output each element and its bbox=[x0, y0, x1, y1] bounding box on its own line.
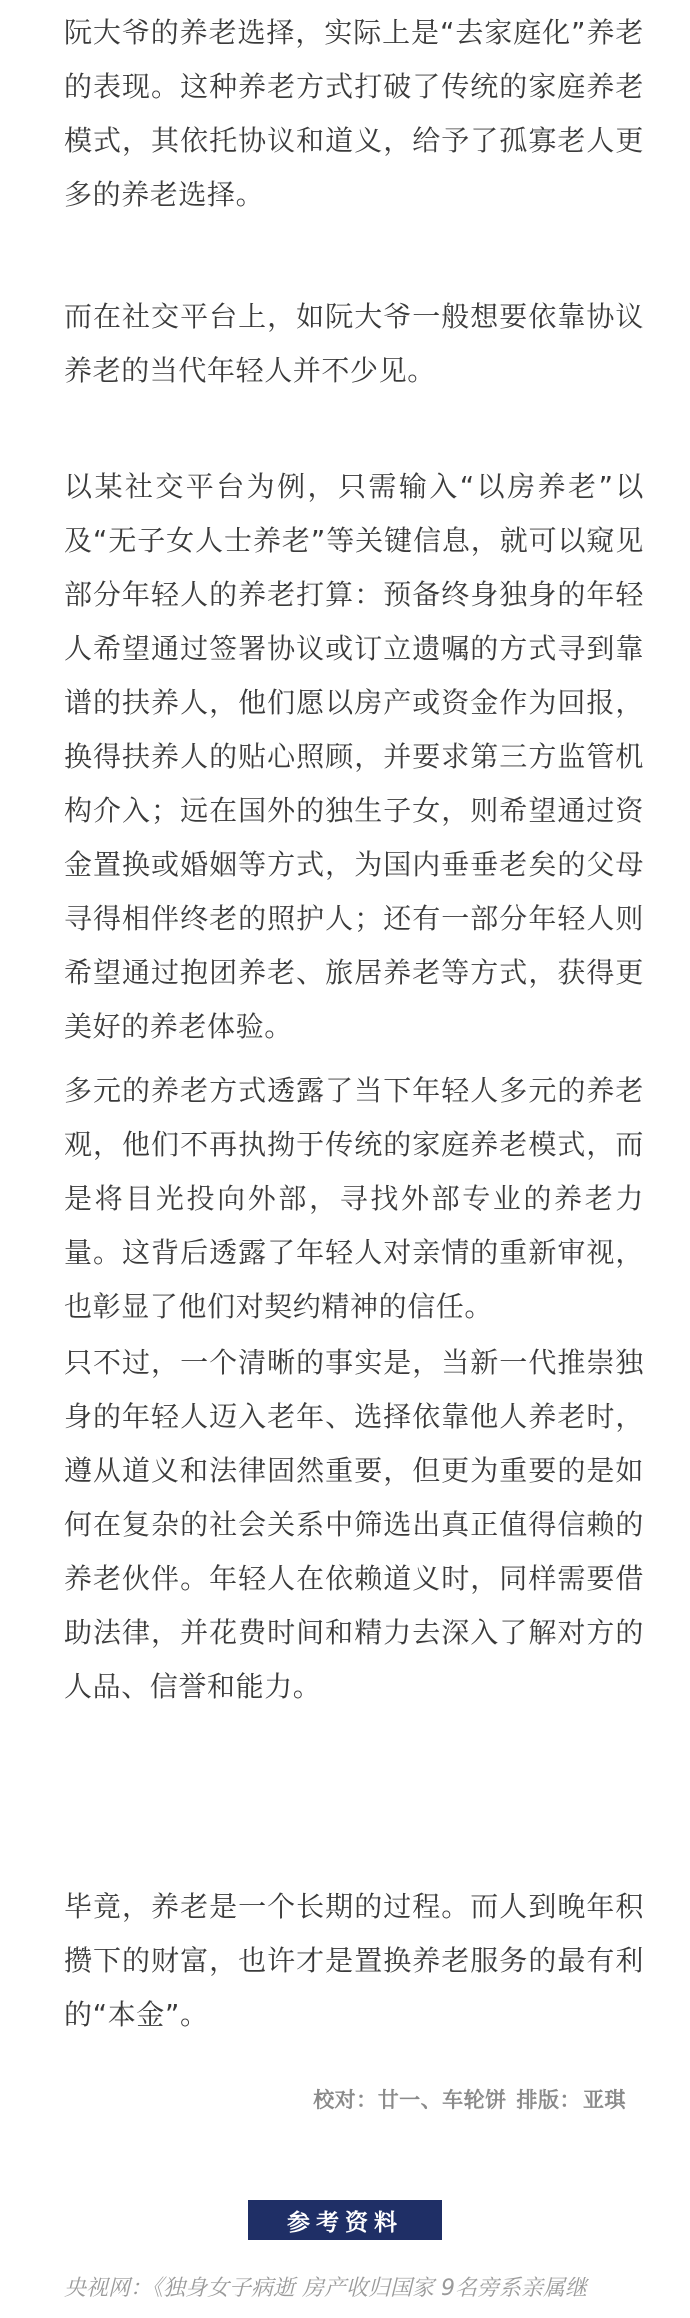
references-heading: 参考资料 bbox=[248, 2200, 442, 2240]
paragraph-5: 只不过，一个清晰的事实是，当新一代推崇独身的年轻人迈入老年、选择依靠他人养老时，遵从道义和法律固然重要，但更为重要的是如何在复杂的社会关系中筛选出真正值得信赖的养老伙伴。年轻人在依赖道义时，同样需要借助法律，并花费时间和精力去深入了解对方的人品、信誉和能力。 bbox=[64, 1346, 644, 1703]
credits-line bbox=[313, 2084, 626, 2114]
proofread-names: 廿一、车轮饼 bbox=[377, 2088, 507, 2112]
layout-label: 排版： bbox=[516, 2088, 581, 2112]
layout-name: 亚琪 bbox=[583, 2088, 626, 2112]
paragraph-3: 以某社交平台为例，只需输入“以房养老”以及“无子女人士养老”等关键信息，就可以窥见部分年轻人的养老打算：预备终身独身的年轻人希望通过签署协议或订立遗嘱的方式寻到靠谱的扶养人，他们愿以房产或资金作为回报，换得扶养人的贴心照顾，并要求第三方监管机构介入；远在国外的独生子女，则希望通过资金置换或婚姻等方式，为国内垂垂老矣的父母寻得相伴终老的照护人；还有一部分年轻人则希望通过抱团养老、旅居养老等方式，获得更美好的养老体验。 bbox=[64, 470, 644, 1043]
paragraph-4: 多元的养老方式透露了当下年轻人多元的养老观，他们不再执拗于传统的家庭养老模式，而是将目光投向外部，寻找外部专业的养老力量。这背后透露了年轻人对亲情的重新审视，也彰显了他们对契约精神的信任。 bbox=[64, 1074, 644, 1323]
paragraph-1: 阮大爷的养老选择，实际上是“去家庭化”养老的表现。这种养老方式打破了传统的家庭养老模式，其依托协议和道义，给予了孤寡老人更多的养老选择。 bbox=[64, 16, 644, 211]
paragraph-2: 而在社交平台上，如阮大爷一般想要依靠协议养老的当代年轻人并不少见。 bbox=[64, 300, 644, 387]
reference-item[interactable]: 央视网：《独身女子病逝 房产收归国家 9名旁系亲属继 bbox=[64, 2276, 587, 2301]
proofread-label: 校对： bbox=[313, 2088, 378, 2112]
paragraph-6: 毕竟，养老是一个长期的过程。而人到晚年积攒下的财富，也许才是置换养老服务的最有利的“本金”。 bbox=[64, 1890, 644, 2031]
